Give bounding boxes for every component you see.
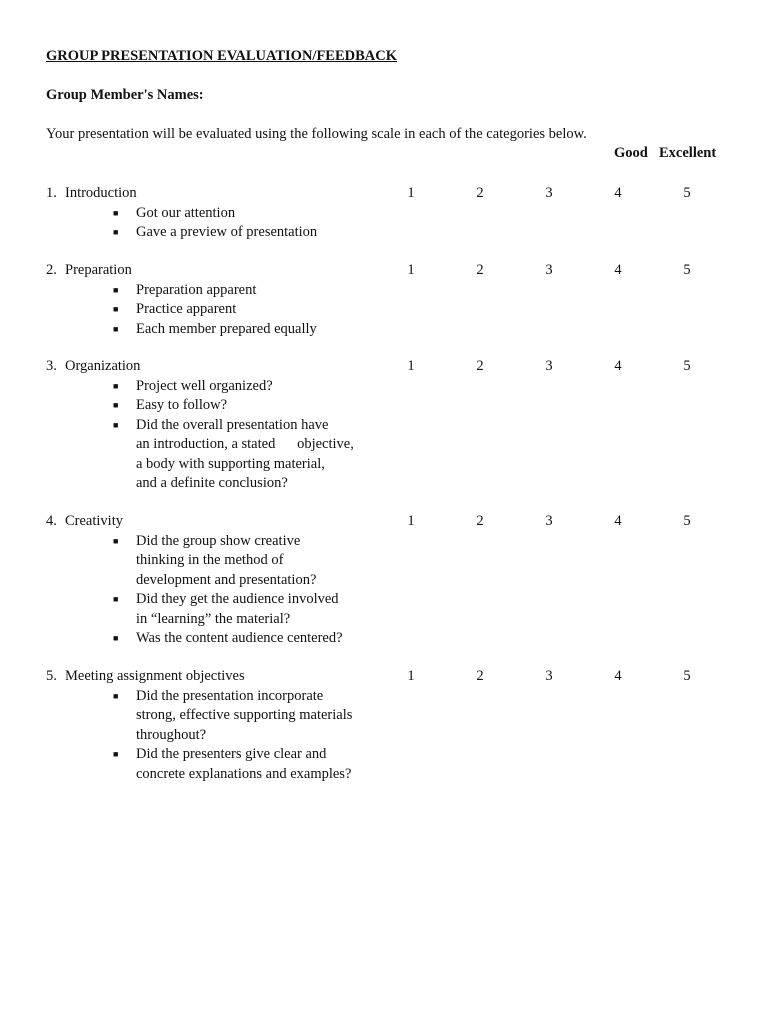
bullet-text: development and presentation? [136, 571, 317, 588]
bullet-marker: ■ [113, 535, 119, 546]
bullet-marker: ■ [113, 400, 119, 410]
bullet-text: Easy to follow? [136, 397, 228, 413]
bullet-text: strong, effective supporting materials [136, 707, 353, 723]
score-option: 1 [407, 513, 415, 529]
category-name: Meeting assignment objectives [65, 668, 245, 684]
scale-header-good: Good [614, 145, 648, 161]
bullet-marker: ■ [113, 690, 119, 701]
score-option: 5 [683, 262, 691, 278]
category-name: Introduction [65, 185, 137, 201]
bullet-text: Practice apparent [136, 301, 237, 317]
bullet-text: in “learning” the material? [136, 610, 291, 627]
bullet-text: Did they get the audience involved [136, 591, 339, 607]
score-option: 3 [545, 513, 553, 529]
score-option: 3 [545, 668, 553, 684]
bullet-text: Got our attention [136, 204, 236, 221]
bullet-text: Did the presentation incorporate [136, 687, 324, 704]
bullet-marker: ■ [113, 284, 119, 295]
bullet-marker: ■ [113, 749, 119, 759]
bullet-marker: ■ [113, 594, 119, 604]
category-name: Preparation [65, 262, 132, 278]
category-number: 2. [46, 262, 57, 278]
bullet-text: Was the content audience centered? [136, 630, 343, 646]
score-option: 5 [683, 668, 691, 684]
scale-header-excellent: Excellent [659, 145, 717, 161]
score-option: 2 [476, 513, 484, 529]
score-option: 1 [407, 668, 415, 684]
bullet-text: thinking in the method of [136, 552, 284, 568]
group-member-names-label: Group Member's Names: [46, 87, 204, 103]
score-option: 3 [545, 185, 553, 201]
score-option: 5 [683, 358, 691, 374]
score-option: 4 [614, 262, 622, 278]
bullet-text: Did the overall presentation have [136, 416, 329, 433]
category-number: 5. [46, 668, 57, 684]
category-number: 1. [46, 185, 57, 201]
score-option: 4 [614, 358, 622, 374]
score-option: 2 [476, 358, 484, 374]
bullet-text: throughout? [136, 726, 207, 743]
bullet-marker: ■ [113, 227, 119, 237]
bullet-text: Gave a preview of presentation [136, 224, 318, 240]
bullet-marker: ■ [113, 207, 119, 218]
score-option: 4 [614, 668, 622, 684]
bullet-text: Did the group show creative [136, 532, 301, 549]
bullet-marker: ■ [113, 380, 119, 391]
score-option: 4 [614, 513, 622, 529]
score-option: 4 [614, 185, 622, 201]
bullet-marker: ■ [113, 633, 119, 643]
bullet-text: concrete explanations and examples? [136, 765, 352, 782]
score-option: 3 [545, 358, 553, 374]
bullet-text: an introduction, a stated objective, [136, 436, 354, 452]
bullet-marker: ■ [113, 419, 119, 430]
bullet-text: a body with supporting material, [136, 455, 325, 472]
score-option: 1 [407, 358, 415, 374]
score-option: 2 [476, 262, 484, 278]
category-number: 3. [46, 358, 57, 374]
bullet-marker: ■ [113, 323, 119, 334]
bullet-text: Each member prepared equally [136, 320, 317, 337]
category-number: 4. [46, 513, 57, 529]
score-option: 1 [407, 262, 415, 278]
score-option: 5 [683, 185, 691, 201]
score-option: 2 [476, 185, 484, 201]
bullet-text: Project well organized? [136, 377, 273, 394]
bullet-marker: ■ [113, 304, 119, 314]
bullet-text: Preparation apparent [136, 281, 257, 298]
category-name: Organization [65, 358, 141, 374]
intro-text: Your presentation will be evaluated using the following scale in each of the categories below. [46, 126, 587, 142]
bullet-text: and a definite conclusion? [136, 475, 288, 491]
document-title: GROUP PRESENTATION EVALUATION/FEEDBACK [46, 48, 398, 64]
score-option: 2 [476, 668, 484, 684]
category-name: Creativity [65, 513, 123, 529]
score-option: 3 [545, 262, 553, 278]
score-option: 1 [407, 185, 415, 201]
bullet-text: Did the presenters give clear and [136, 746, 327, 762]
score-option: 5 [683, 513, 691, 529]
